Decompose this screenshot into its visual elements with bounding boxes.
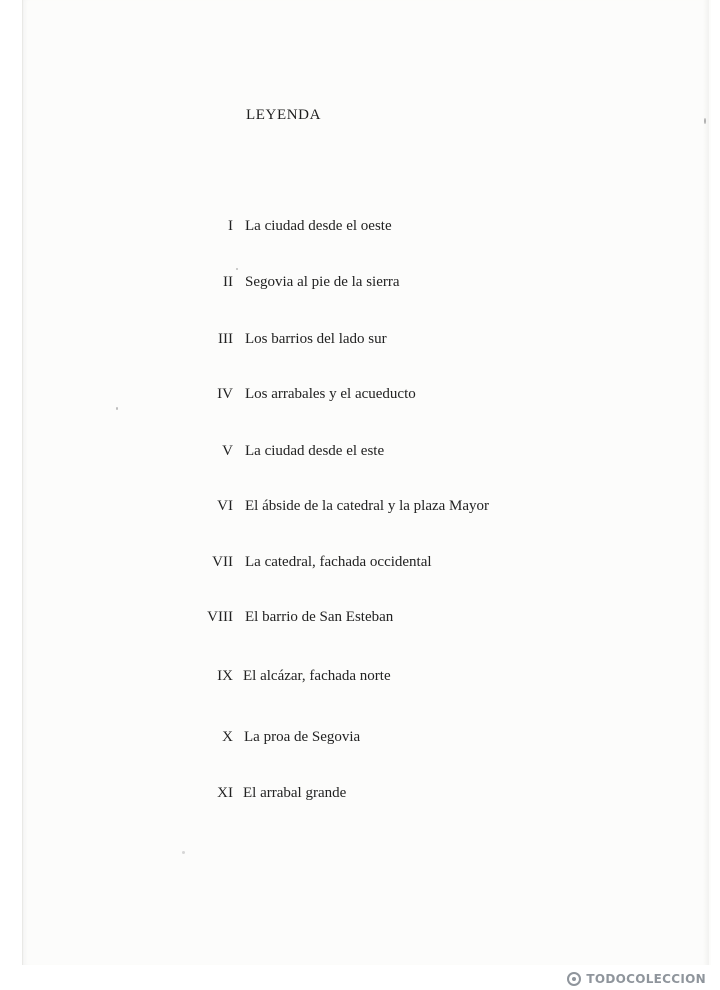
entry-title: El ábside de la catedral y la plaza Mayor <box>245 498 490 514</box>
paper-sheet <box>22 0 711 965</box>
legend-entry-2 <box>0 270 720 294</box>
entry-numeral: V <box>222 443 233 459</box>
legend-entry-1 <box>0 214 720 238</box>
entry-numeral: II <box>223 274 233 290</box>
entry-numeral: VIII <box>207 609 233 625</box>
legend-entry-6 <box>0 494 720 518</box>
watermark <box>567 972 706 986</box>
todocoleccion-logo-icon <box>567 972 581 986</box>
paper-edge <box>703 0 709 965</box>
entry-title: El arrabal grande <box>243 785 347 801</box>
entry-title: La ciudad desde el este <box>245 443 385 459</box>
watermark-text: TODOCOLECCION <box>586 972 706 986</box>
entry-numeral: VI <box>217 498 233 514</box>
entry-title: Segovia al pie de la sierra <box>245 274 400 290</box>
entry-title: La catedral, fachada occidental <box>245 554 432 570</box>
legend-entry-8 <box>0 605 720 629</box>
scan-speck <box>704 118 706 124</box>
entry-numeral: III <box>218 331 233 347</box>
entry-title: Los barrios del lado sur <box>245 331 387 347</box>
entry-numeral: I <box>228 218 233 234</box>
legend-entry-5 <box>0 439 720 463</box>
legend-entry-11 <box>0 781 720 805</box>
entry-title: La ciudad desde el oeste <box>245 218 392 234</box>
legend-entry-3 <box>0 327 720 351</box>
legend-entry-9 <box>0 664 720 688</box>
entry-title: El alcázar, fachada norte <box>243 668 391 684</box>
entry-numeral: IX <box>217 668 233 684</box>
entry-title: El barrio de San Esteban <box>245 609 394 625</box>
entry-numeral: X <box>222 729 233 745</box>
legend-entry-4 <box>0 382 720 406</box>
scan-speck <box>116 407 118 410</box>
entry-numeral: IV <box>217 386 233 402</box>
entry-title: La proa de Segovia <box>244 729 361 745</box>
entry-numeral: XI <box>217 785 233 801</box>
entry-title: Los arrabales y el acueducto <box>245 386 416 402</box>
legend-entry-7 <box>0 550 720 574</box>
legend-heading: LEYENDA <box>246 107 322 123</box>
scan-speck <box>182 851 185 854</box>
legend-entry-10 <box>0 725 720 749</box>
entry-numeral: VII <box>212 554 233 570</box>
